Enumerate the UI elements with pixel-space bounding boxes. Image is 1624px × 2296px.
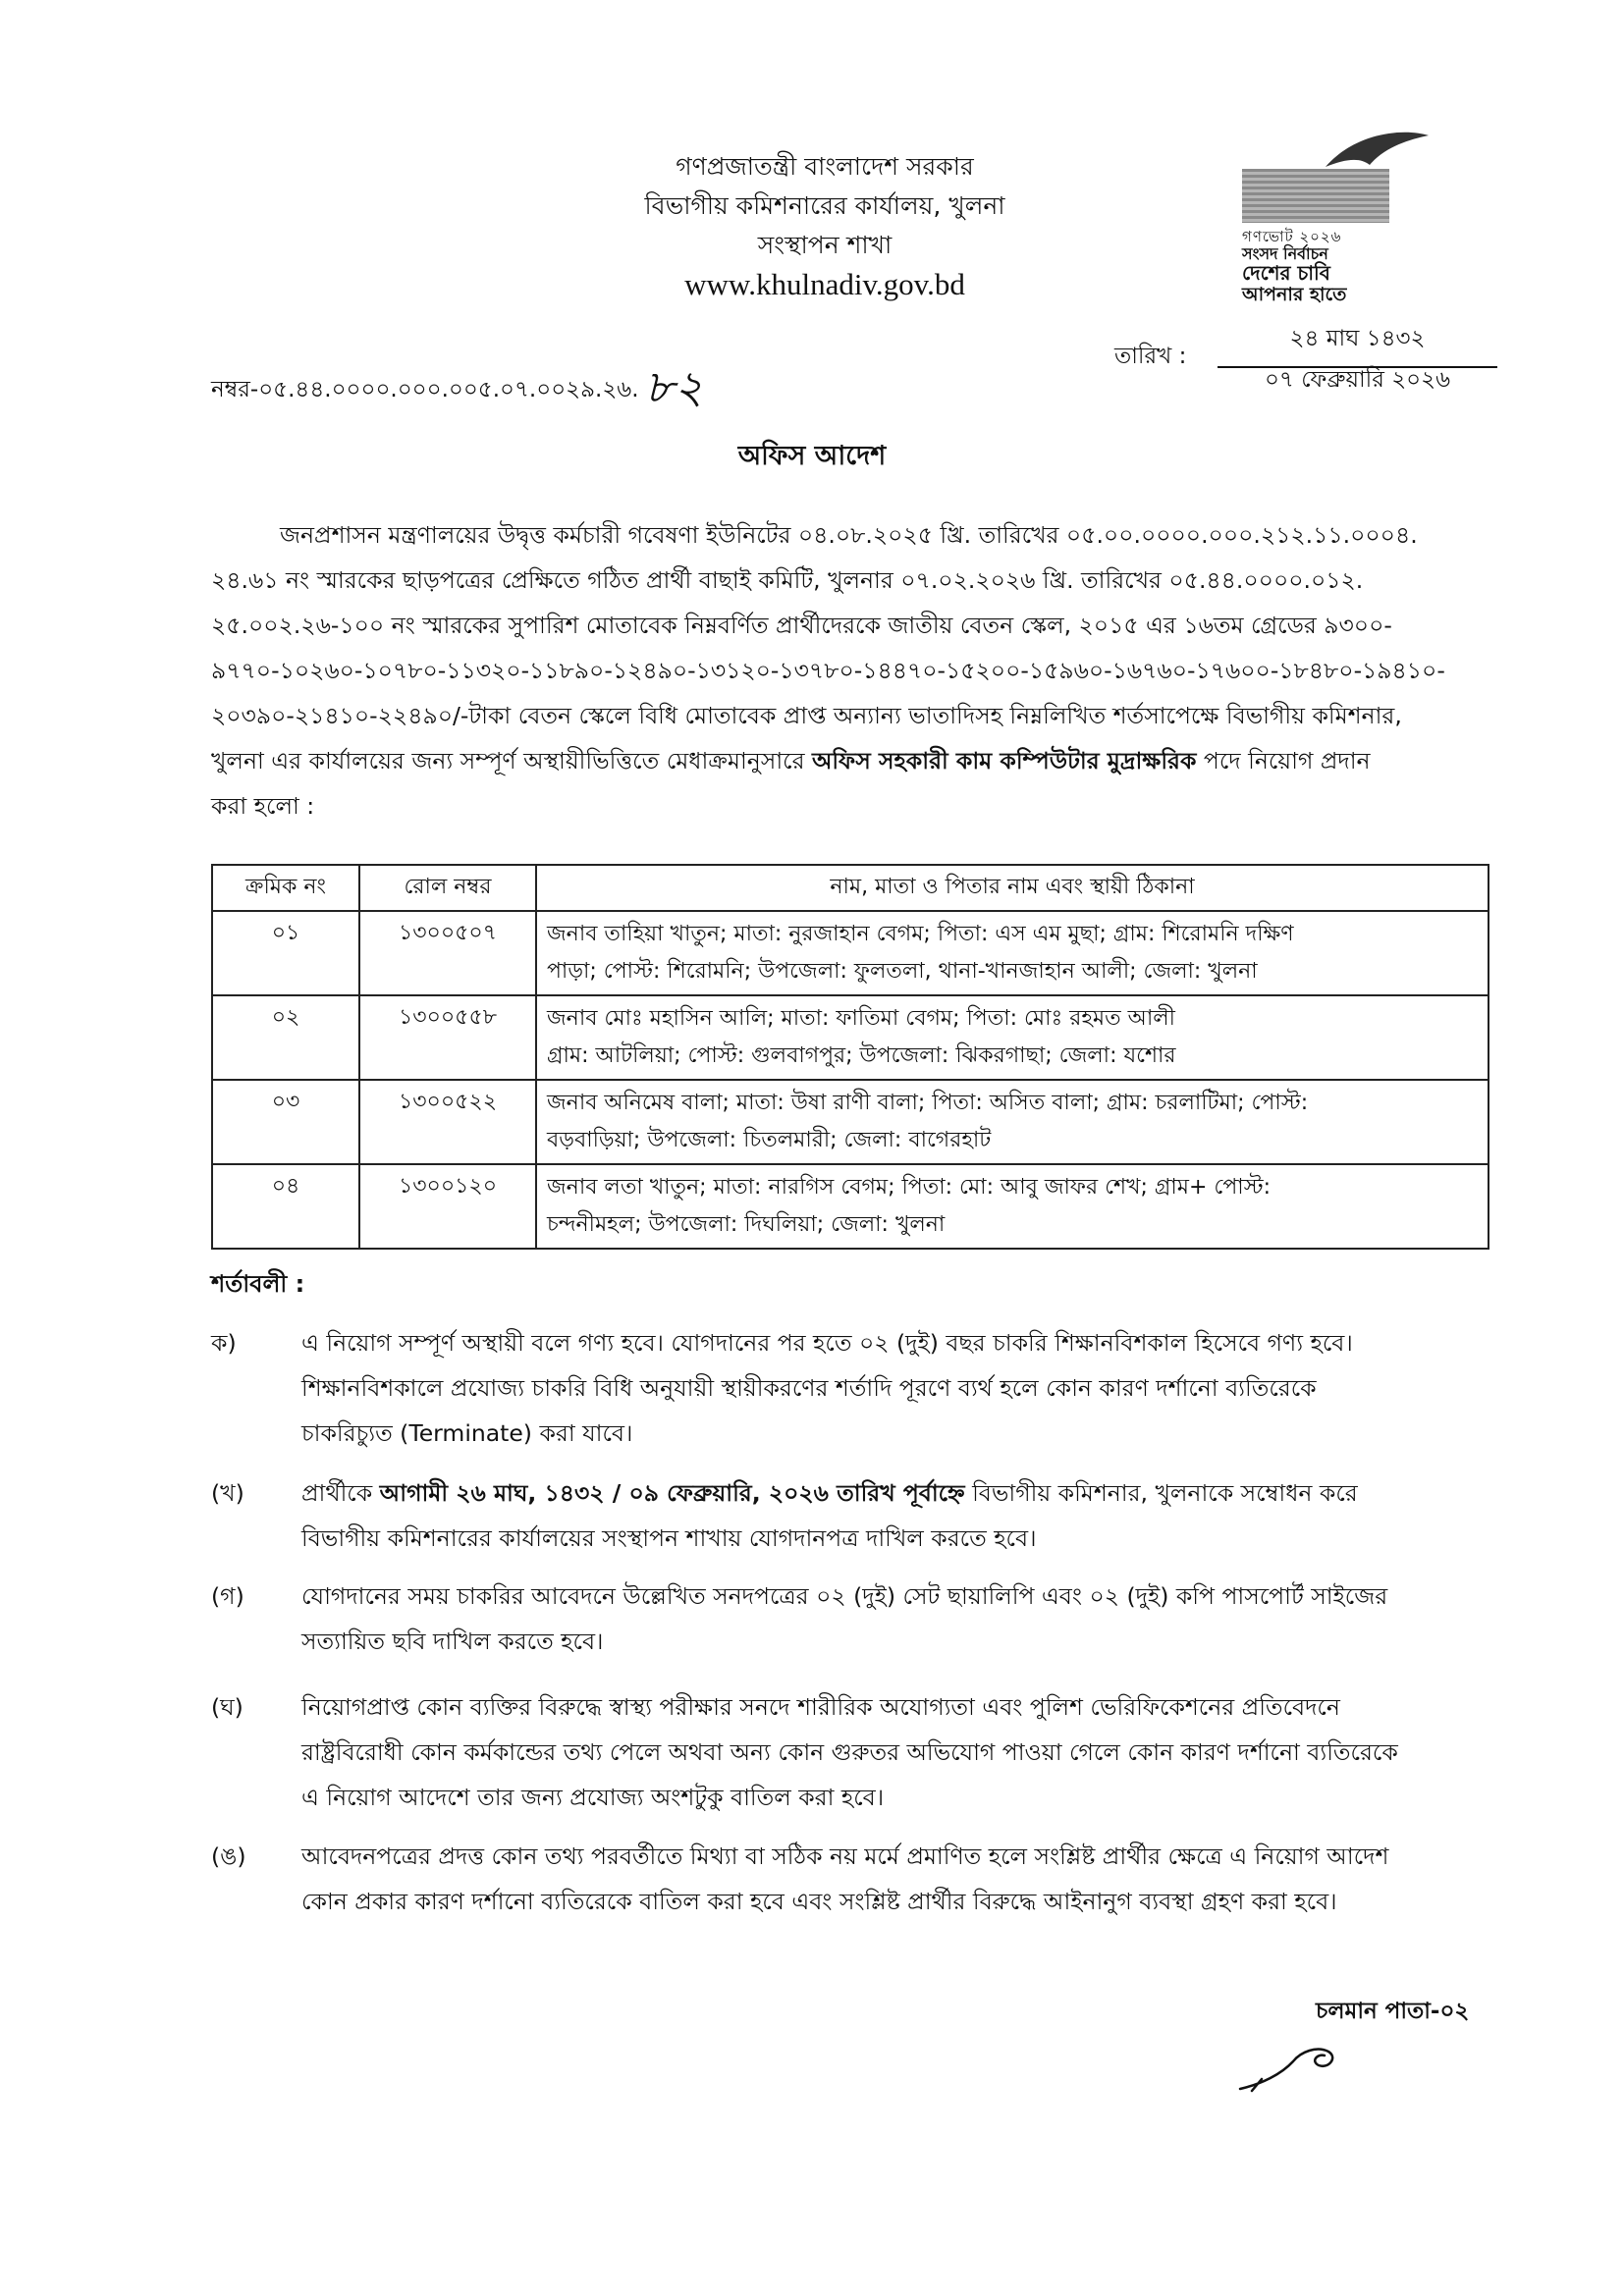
term-line: [301, 1470, 1488, 1516]
post-name: অফিস সহকারী কাম কম্পিউটার মুদ্রাক্ষরিক: [811, 747, 1197, 774]
memo-handwritten-number: ৮২: [644, 360, 704, 413]
table-row: [212, 1164, 1489, 1249]
body-text: খুলনা এর কার্যালয়ের জন্য সম্পূর্ণ অস্থায়ীভিত্তিতে মেধাক্রমানুসারে: [211, 747, 812, 774]
feather-icon: [1316, 128, 1434, 187]
serial-cell: ০১: [212, 911, 359, 995]
term-item: [211, 1574, 1488, 1664]
government-name: গণপ্রজাতন্ত্রী বাংলাদেশ সরকার: [676, 152, 974, 181]
details-cell: [536, 1080, 1489, 1164]
term-line: এ নিয়োগ সম্পূর্ণ অস্থায়ী বলে গণ্য হবে। যোগদানের পর হতে ০২ (দুই) বছর চাকরি শিক্ষানবিশকাল হিসেবে গণ্য হবে।: [301, 1329, 1353, 1357]
term-line: এ নিয়োগ আদেশে তার জন্য প্রযোজ্য অংশটুকু বাতিল করা হবে।: [301, 1784, 885, 1811]
election-logo: [1222, 128, 1448, 305]
term-text: [301, 1470, 1488, 1561]
logo-line-3: দেশের চাবি: [1242, 261, 1330, 285]
details-cell: [536, 911, 1489, 995]
date-bangla: ২৪ মাঘ ১৪৩২: [1218, 320, 1497, 368]
term-text: [301, 1834, 1488, 1924]
table-row: [212, 995, 1489, 1080]
roll-cell: ১৩০০৫৫৮: [359, 995, 536, 1080]
term-line: শিক্ষানবিশকালে প্রযোজ্য চাকরি বিধি অনুযায়ী স্থায়ীকরণের শর্তাদি পূরণে ব্যর্থ হলে কোন কারণ দর্শানো ব্যতিরেকে: [301, 1374, 1317, 1402]
term-text: [301, 1684, 1488, 1820]
memo-number: [211, 353, 703, 428]
office-name: বিভাগীয় কমিশনারের কার্যালয়, খুলনা: [644, 191, 1005, 220]
details-line: জনাব অনিমেষ বালা; মাতা: উষা রাণী বালা; পিতা: অসিত বালা; গ্রাম: চরলাটিমা; পোস্ট:: [547, 1091, 1309, 1115]
body-line: ২৫.০০২.২৬-১০০ নং স্মারকের সুপারিশ মোতাবেক নিম্নবর্ণিত প্রার্থীদেরকে জাতীয় বেতন স্কেল, ২০১৫ এর ১৬তম গ্রেডের ৯৩০০-: [211, 612, 1392, 639]
candidate-table: [211, 864, 1489, 1250]
body-line: জনপ্রশাসন মন্ত্রণালয়ের উদ্বৃত্ত কর্মচারী গবেষণা ইউনিটের ০৪.০৮.২০২৫ খ্রি. তারিখের ০৫.০০.০০০০.০০০.২১২.১১.০০০৪.: [280, 521, 1418, 549]
details-line: গ্রাম: আটলিয়া; পোস্ট: গুলবাগপুর; উপজেলা: ঝিকরগাছা; জেলা: যশোর: [547, 1043, 1176, 1068]
term-item: [211, 1684, 1488, 1822]
roll-cell: ১৩০০৫০৭: [359, 911, 536, 995]
memo-number-text: নম্বর-০৫.৪৪.০০০০.০০০.০০৫.০৭.০০২৯.২৬.: [211, 377, 639, 402]
header-roll: রোল নম্বর: [359, 865, 536, 911]
term-line: যোগদানের সময় চাকরির আবেদনে উল্লেখিত সনদপত্রের ০২ (দুই) সেট ছায়ালিপি এবং ০২ (দুই) কপি পাসপোর্ট সাইজের: [301, 1582, 1388, 1610]
serial-cell: ০২: [212, 995, 359, 1080]
details-line: পাড়া; পোস্ট: শিরোমনি; উপজেলা: ফুলতলা, থানা-খানজাহান আলী; জেলা: খুলনা: [547, 959, 1258, 984]
term-line: কোন প্রকার কারণ দর্শানো ব্যতিরেকে বাতিল করা হবে এবং সংশ্লিষ্ট প্রার্থীর বিরুদ্ধে আইনানুগ ব্যবস্থা গ্রহণ করা হবে।: [301, 1888, 1337, 1915]
body-text: পদে নিয়োগ প্রদান: [1196, 747, 1371, 774]
running-page-label: চলমান পাতা-০২: [1316, 1999, 1470, 2024]
term-label: (গ): [211, 1582, 244, 1610]
roll-cell: ১৩০০৫২২: [359, 1080, 536, 1164]
term-line: আবেদনপত্রের প্রদত্ত কোন তথ্য পরবর্তীতে মিথ্যা বা সঠিক নয় মর্মে প্রমাণিত হলে সংশ্লিষ্ট প্রার্থীর ক্ষেত্রে এ নিয়োগ আদেশ: [301, 1842, 1389, 1870]
term-line: বিভাগীয় কমিশনারের কার্যালয়ের সংস্থাপন শাখায় যোগদানপত্র দাখিল করতে হবে।: [301, 1524, 1037, 1552]
roll-cell: ১৩০০১২০: [359, 1164, 536, 1249]
office-header: [550, 147, 1100, 304]
details-line: জনাব লতা খাতুন; মাতা: নারগিস বেগম; পিতা: মো: আবু জাফর শেখ; গ্রাম+ পোস্ট:: [547, 1175, 1272, 1200]
term-item: [211, 1834, 1488, 1924]
body-line: ২৪.৬১ নং স্মারকের ছাড়পত্রের প্রেক্ষিতে গঠিত প্রার্থী বাছাই কমিটি, খুলনার ০৭.০২.২০২৬ খ্রি. তারিখের ০৫.৪৪.০০০০.০১২.: [211, 566, 1364, 594]
logo-line-4: আপনার হাতে: [1242, 284, 1347, 305]
document-title: অফিস আদেশ: [737, 441, 887, 471]
term-line: নিয়োগপ্রাপ্ত কোন ব্যক্তির বিরুদ্ধে স্বাস্থ্য পরীক্ষার সনদে শারীরিক অযোগ্যতা এবং পুলিশ ভেরিফিকেশনের প্রতিবেদনে: [301, 1693, 1340, 1721]
signature-icon: [1232, 2030, 1380, 2099]
joining-deadline: আগামী ২৬ মাঘ, ১৪৩২ / ০৯ ফেব্রুয়ারি, ২০২৬ তারিখ পূর্বাহ্নে: [379, 1479, 965, 1507]
table-row: [212, 1080, 1489, 1164]
date-english: ০৭ ফেব্রুয়ারি ২০২৬: [1264, 367, 1451, 393]
term-label: ক): [211, 1329, 237, 1357]
details-line: চন্দনীমহল; উপজেলা: দিঘলিয়া; জেলা: খুলনা: [547, 1212, 946, 1237]
details-cell: [536, 995, 1489, 1080]
term-text: [301, 1574, 1488, 1664]
header-serial: ক্রমিক নং: [212, 865, 359, 911]
serial-cell: ০৩: [212, 1080, 359, 1164]
body-line: করা হলো :: [211, 792, 315, 820]
term-text-part: বিভাগীয় কমিশনার, খুলনাকে সম্বোধন করে: [964, 1479, 1358, 1507]
terms-heading: শর্তাবলী :: [211, 1270, 305, 1298]
order-body: [211, 512, 1488, 828]
term-item: [211, 1470, 1488, 1561]
term-line: চাকরিচ্যুত (Terminate) করা যাবে।: [301, 1419, 633, 1447]
details-cell: [536, 1164, 1489, 1249]
details-line: বড়বাড়িয়া; উপজেলা: চিতলমারী; জেলা: বাগেরহাট: [547, 1128, 992, 1152]
term-line: সত্যায়িত ছবি দাখিল করতে হবে।: [301, 1628, 604, 1655]
table-header-row: [212, 865, 1489, 911]
logo-line-2: সংসদ নির্বাচন: [1242, 244, 1328, 263]
table-row: [212, 911, 1489, 995]
body-line: ৯৭৭০-১০২৬০-১০৭৮০-১১৩২০-১১৮৯০-১২৪৯০-১৩১২০-১৩৭৮০-১৪৪৭০-১৫২০০-১৫৯৬০-১৬৭৬০-১৭৬০০-১৮৪৮০-১৯৪১০-: [211, 657, 1445, 684]
term-line: রাষ্ট্রবিরোধী কোন কর্মকান্ডের তথ্য পেলে অথবা অন্য কোন গুরুতর অভিযোগ পাওয়া গেলে কোন কারণ দর্শানো ব্যতিরেকে: [301, 1738, 1398, 1766]
term-label: (ঘ): [211, 1693, 244, 1721]
body-line: ২০৩৯০-২১৪১০-২২৪৯০/-টাকা বেতন স্কেলে বিধি মোতাবেক প্রাপ্ত অন্যান্য ভাতাদিসহ নিম্নলিখিত শর্তসাপেক্ষে বিভাগীয় কমিশনার,: [211, 702, 1402, 729]
term-item: [211, 1320, 1488, 1458]
section-name: সংস্থাপন শাখা: [757, 231, 893, 259]
term-label: (ঙ): [211, 1842, 246, 1870]
date-label: তারিখ :: [1114, 344, 1187, 369]
header-details: নাম, মাতা ও পিতার নাম এবং স্থায়ী ঠিকানা: [536, 865, 1489, 911]
body-line: [211, 738, 1488, 783]
details-line: জনাব মোঃ মহাসিন আলি; মাতা: ফাতিমা বেগম; পিতা: মোঃ রহমত আলী: [547, 1006, 1175, 1031]
logo-line-1: গণভোট ২০২৬: [1242, 228, 1342, 245]
term-label: (খ): [211, 1479, 244, 1507]
term-text: [301, 1320, 1488, 1456]
term-text-part: প্রার্থীকে: [301, 1479, 380, 1507]
serial-cell: ০৪: [212, 1164, 359, 1249]
website-link[interactable]: www.khulnadiv.gov.bd: [684, 267, 965, 301]
details-line: জনাব তাহিয়া খাতুন; মাতা: নুরজাহান বেগম; পিতা: এস এম মুছা; গ্রাম: শিরোমনি দক্ষিণ: [547, 922, 1294, 946]
